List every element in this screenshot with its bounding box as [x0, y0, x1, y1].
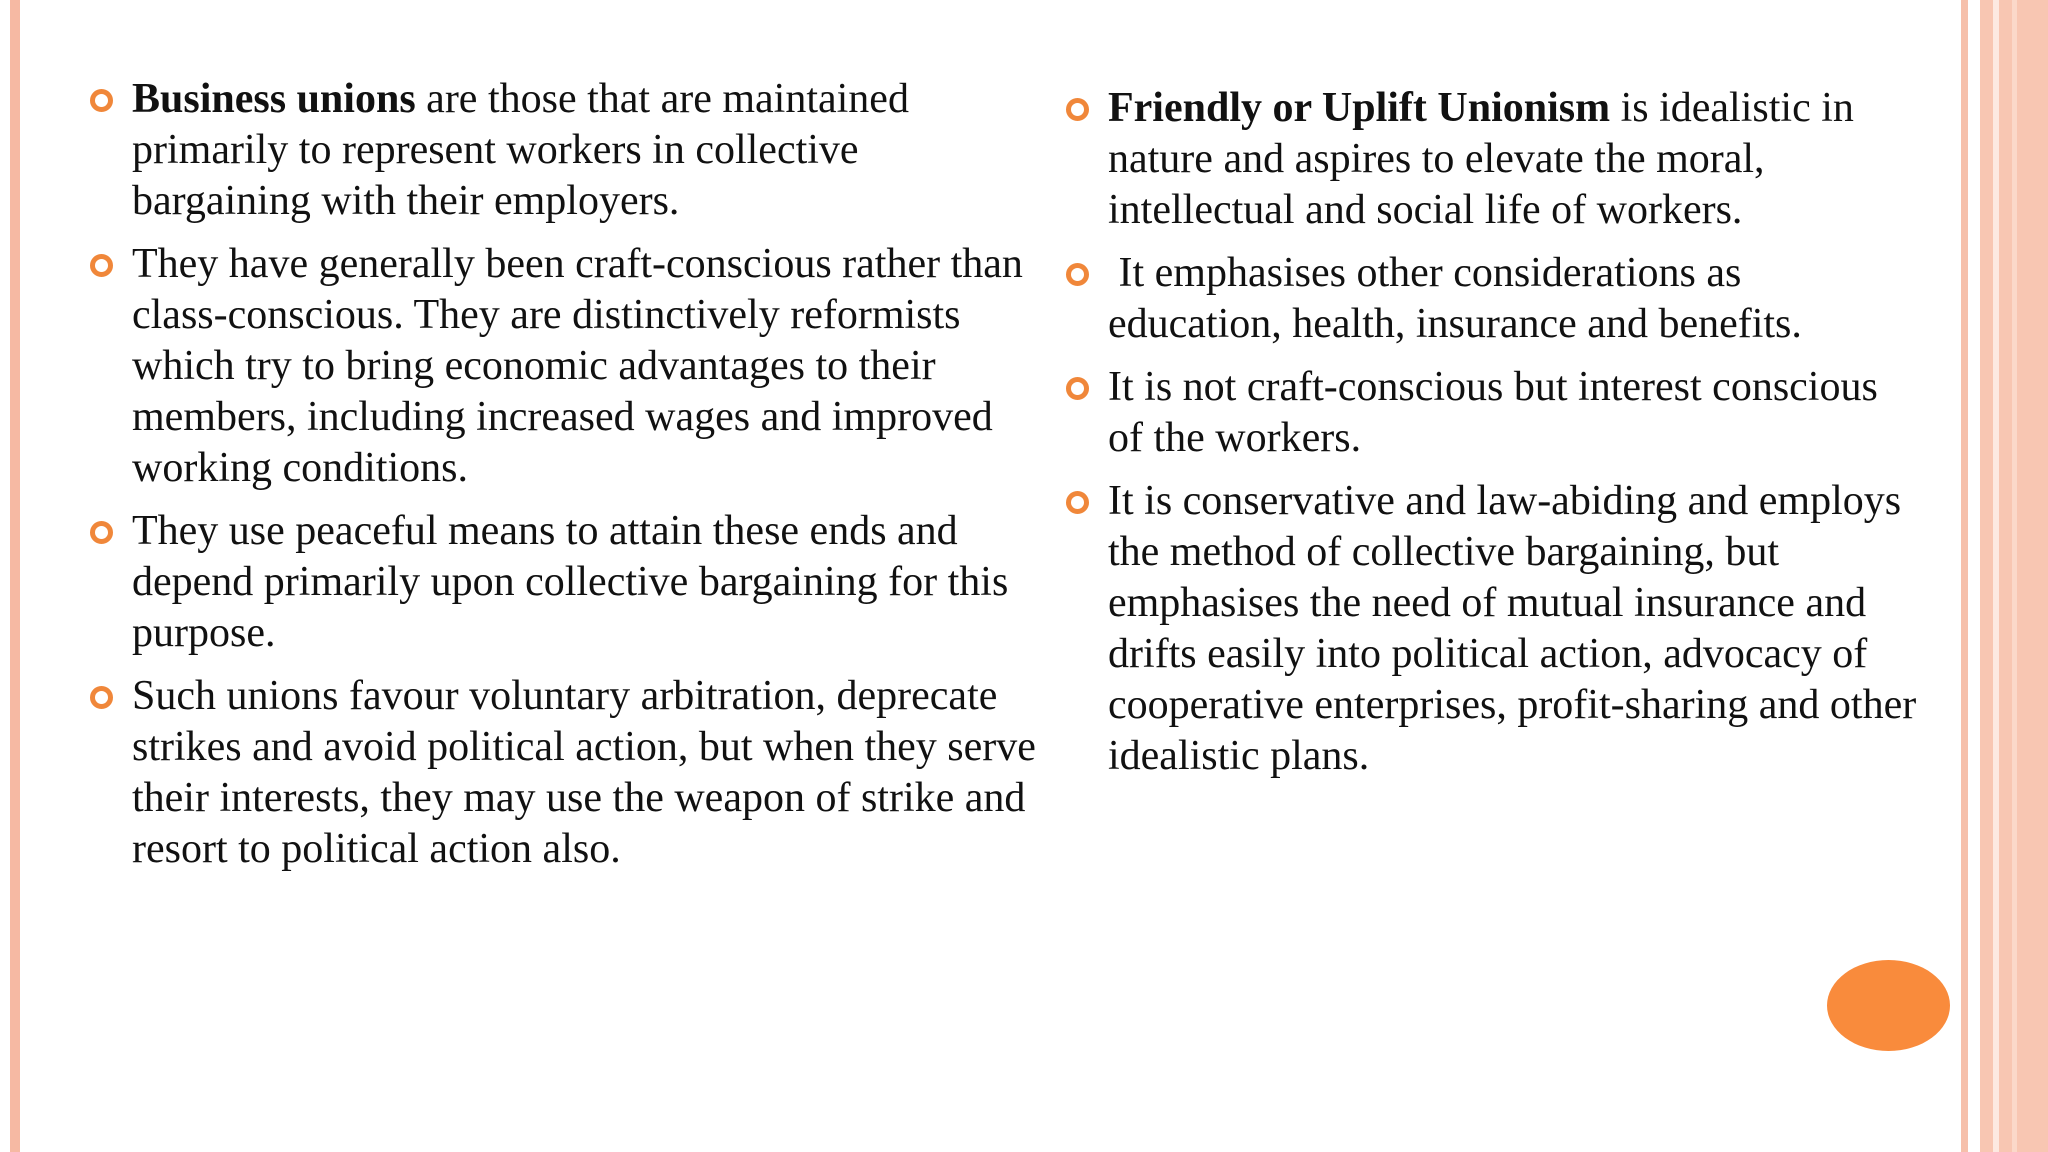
term-business-unions: Business unions: [132, 76, 416, 122]
bullet-ring-icon: [1066, 377, 1089, 400]
bullet-text: They use peaceful means to attain these ends and depend primarily upon collective bargaining for this purpose.: [132, 508, 1009, 656]
bullet-ring-icon: [90, 254, 113, 277]
bullet-ring-icon: [1066, 98, 1089, 121]
right-bullet-list: [1060, 83, 1920, 782]
bullet-item-business-unions: [84, 74, 1044, 227]
right-text-column: [1060, 83, 1920, 794]
bullet-text: It is conservative and law-abiding and employs the method of collective bargaining, but emphasises the need of mutual insurance and drifts easily into political action, advocacy of cooperative enterprises, profit-sharing and other idealistic plans.: [1108, 478, 1917, 779]
bullet-text: It emphasises other considerations as education, health, insurance and benefits.: [1108, 250, 1802, 347]
right-decorative-band-highlight: [1993, 0, 1999, 1152]
left-bullet-list: [84, 74, 1044, 875]
decorative-orange-circle: [1827, 960, 1950, 1051]
bullet-item-conservative: [1060, 476, 1920, 782]
bullet-item-craft-conscious: [84, 239, 1044, 494]
bullet-ring-icon: [90, 686, 113, 709]
bullet-item-interest-conscious: [1060, 362, 1920, 464]
bullet-ring-icon: [1066, 491, 1089, 514]
bullet-item-uplift-unionism: [1060, 83, 1920, 236]
bullet-text: It is not craft-conscious but interest conscious of the workers.: [1108, 364, 1878, 461]
bullet-ring-icon: [90, 521, 113, 544]
bullet-ring-icon: [1066, 263, 1089, 286]
bullet-ring-icon: [90, 89, 113, 112]
bullet-item-other-considerations: [1060, 248, 1920, 350]
left-decorative-stripe: [10, 0, 20, 1152]
bullet-item-peaceful-means: [84, 506, 1044, 659]
bullet-text: Such unions favour voluntary arbitration, deprecate strikes and avoid political action, but when they serve their interests, they may use the weapon of strike and resort to political action also.: [132, 673, 1036, 872]
bullet-text: is idealistic in nature and aspires to elevate the moral, intellectual and social life of workers.: [1108, 85, 1854, 233]
left-text-column: [84, 74, 1044, 887]
bullet-text: They have generally been craft-conscious rather than class-conscious. They are distinctively reformists which try to bring economic advantages to their members, including increased wages and improved working conditions.: [132, 241, 1023, 491]
right-decorative-band-highlight-2: [2012, 0, 2017, 1152]
bullet-text: are those that are maintained primarily to represent workers in collective bargaining with their employers.: [132, 76, 909, 224]
bullet-item-voluntary-arbitration: [84, 671, 1044, 875]
term-uplift-unionism: Friendly or Uplift Unionism: [1108, 85, 1611, 131]
right-decorative-stripe-thin: [1961, 0, 1968, 1152]
